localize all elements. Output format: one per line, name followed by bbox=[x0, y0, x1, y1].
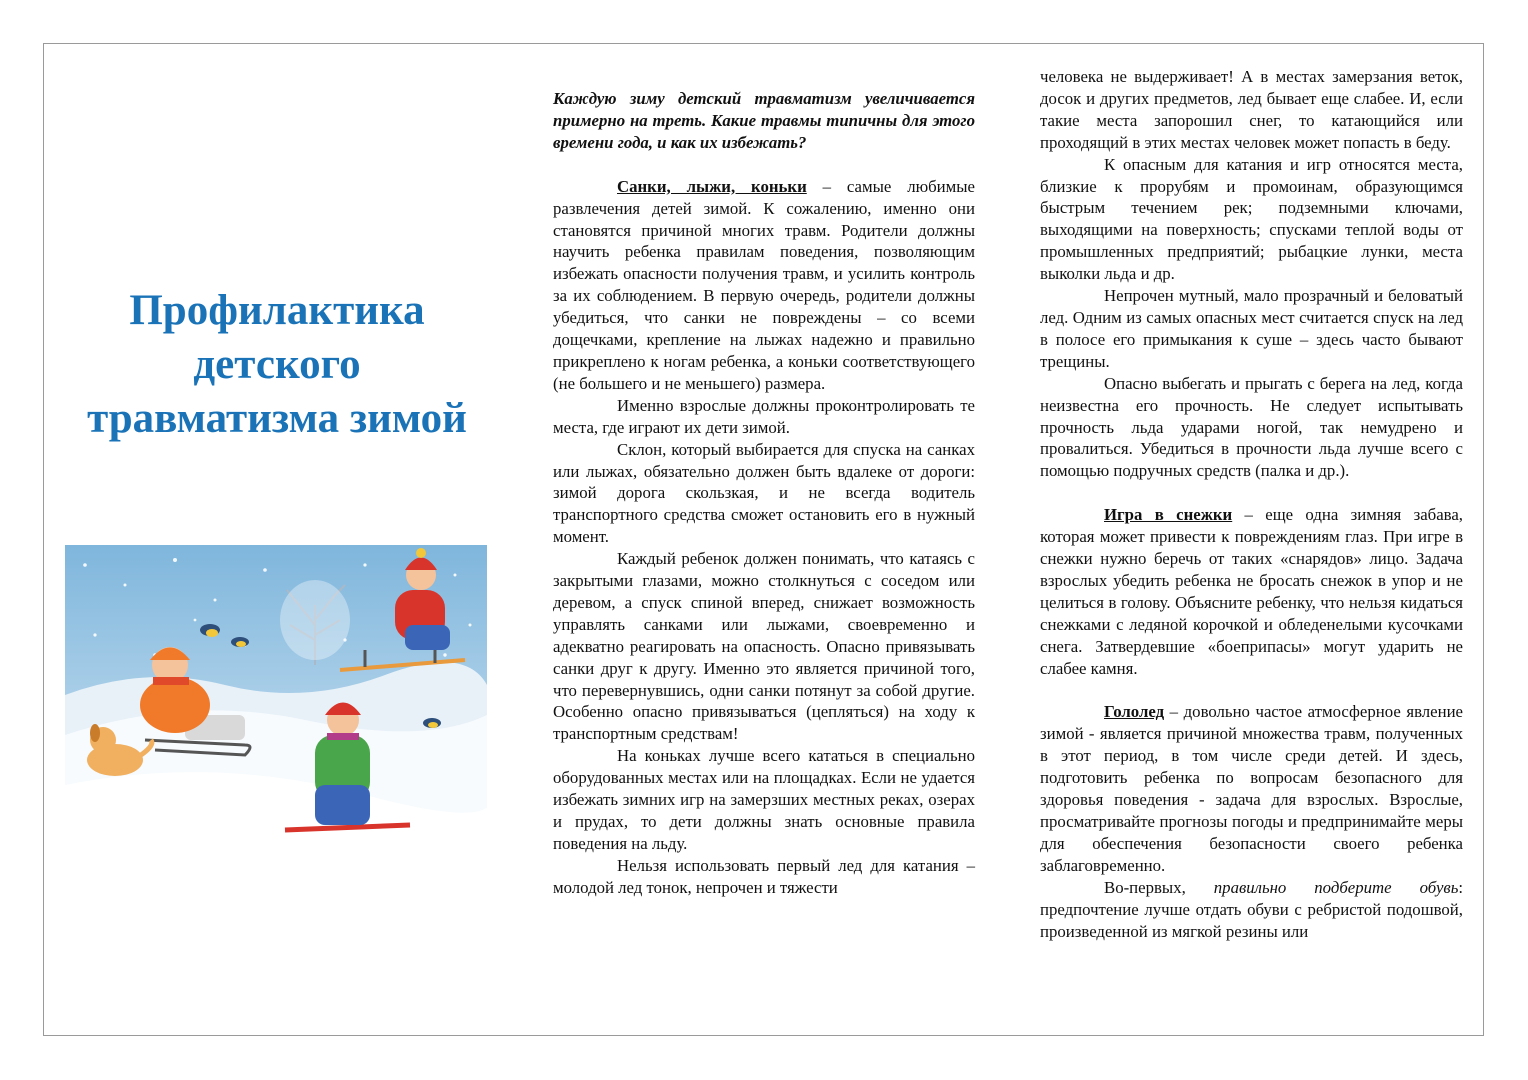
paragraph: Опасно выбегать и прыгать с берега на лед, когда неизвестна его прочность. Не следует испытывать прочность льда ударами ногой, так немудрено и провалиться. Убедиться в прочности льда лучше всего с помощью подручных средств (палка и др.). bbox=[1040, 373, 1463, 481]
title-line-2: детского bbox=[193, 341, 361, 388]
paragraph-snowballs bbox=[1040, 504, 1463, 679]
paragraph-text: – самые любимые развлечения детей зимой. К сожалению, именно они становятся причиной многих травм. Родители должны научить ребенка правилам поведения, позволяющим избежать опасности получения травм, и усилить контроль за их соблюдением. В первую очередь, родители должны убедиться, что санки не повреждены – со всеми дощечками, крепление на лыжах надежно и правильно прикреплено к ногам ребенка, а коньки соответствующего (не большего и не меньшего) размера. bbox=[553, 176, 975, 393]
article-column-right bbox=[1040, 66, 1463, 942]
article-column-middle bbox=[553, 88, 975, 899]
paragraph: Именно взрослые должны проконтролировать те места, где играют их дети зимой. bbox=[553, 395, 975, 437]
emphasis-footwear: правильно подберите обувь bbox=[1213, 877, 1459, 897]
paragraph: Нельзя использовать первый лед для катания – молодой лед тонок, непрочен и тяжести bbox=[553, 855, 975, 897]
intro-paragraph: Каждую зиму детский травматизм увеличивается примерно на треть. Какие травмы типичны для этого времени года, и как их избежать? bbox=[553, 89, 975, 152]
winter-sledding-illustration bbox=[65, 545, 487, 837]
paragraph-sleds bbox=[553, 176, 975, 395]
paragraph: На коньках лучше всего кататься в специально оборудованных местах или на площадках. Если не удается избежать зимних игр на замерзших местных реках, озерах и прудах, то дети должны знать основные правила поведения на льду. bbox=[553, 746, 975, 853]
title-line-1: Профилактика bbox=[129, 287, 425, 334]
paragraph: человека не выдерживает! А в местах замерзания веток, досок и других предметов, лед бывает еще слабее. И, если такие места запорошил снег, то катающийся или проходящий в этих местах человек может попасть в беду. bbox=[1040, 67, 1463, 152]
title-line-3: травматизма зимой bbox=[87, 395, 467, 442]
paragraph-footwear bbox=[1040, 877, 1463, 943]
heading-ice: Гололед bbox=[1104, 702, 1165, 722]
paragraph-text: – еще одна зимняя забава, которая может привести к повреждениям глаз. При игре в снежки нужно беречь от таких «снарядов» лицо. Задача взрослых убедить ребенка не бросать снежок в упор и не целиться в голову. Объясните ребенку, что нельзя кидаться снежками с ледяной корочкой и обледенелыми кусочками снега. Затвердевшие «боеприпасы» могут ударить не слабее камня. bbox=[1040, 505, 1464, 678]
paragraph-text: – довольно частое атмосферное явление зимой - является причиной множества травм, полученных в этот период, в том числе среди детей. И здесь, подготовить ребенка по вопросам безопасного для здоровья поведения - задача для взрослых. Взрослые, просматривайте прогнозы погоды и предпринимайте меры для обеспечения безопасности своего ребенка заблаговременно. bbox=[1040, 702, 1463, 875]
paragraph-ice bbox=[1040, 701, 1463, 876]
paragraph: К опасным для катания и игр относятся места, близкие к прорубям и промоинам, образующимся быстрым течением рек; подземными ключами, выходящими на поверхность; спусками теплой воды от промышленных предприятий; рыбацкие лунки, места выколки льда и др. bbox=[1040, 154, 1463, 284]
paragraph-text: : предпочтение лучше отдать обуви с ребристой подошвой, произведенной из мягкой резины или bbox=[1040, 877, 1463, 941]
page-title bbox=[58, 284, 496, 446]
heading-snowballs: Игра в снежки bbox=[1104, 505, 1233, 525]
paragraph: Каждый ребенок должен понимать, что катаясь с закрытыми глазами, можно столкнуться с соседом или деревом, а спуск спиной вперед, снижает возможность управлять санками или лыжами, своевременно и адекватно реагировать на опасность. Опасно привязывать санки друг к другу. Именно это является причиной того, что перевернувшись, одни санки потянут за собой другие. Особенно опасно привязываться (цепляться) на ходу к транспортным средствам! bbox=[553, 549, 975, 744]
paragraph: Непрочен мутный, мало прозрачный и беловатый лед. Одним из самых опасных мест считается спуск на лед в полосе его примыкания к суше – здесь часто бывают трещины. bbox=[1040, 286, 1463, 371]
paragraph: Склон, который выбирается для спуска на санках или лыжах, обязательно должен быть вдалеке от дороги: зимой дорога скользкая, и не всегда водитель транспортного средства сможет остановить его в нужный момент. bbox=[553, 439, 975, 547]
paragraph-text: Во-первых, bbox=[1104, 877, 1214, 897]
heading-sleds-skis-skates: Санки, лыжи, коньки bbox=[617, 176, 807, 196]
